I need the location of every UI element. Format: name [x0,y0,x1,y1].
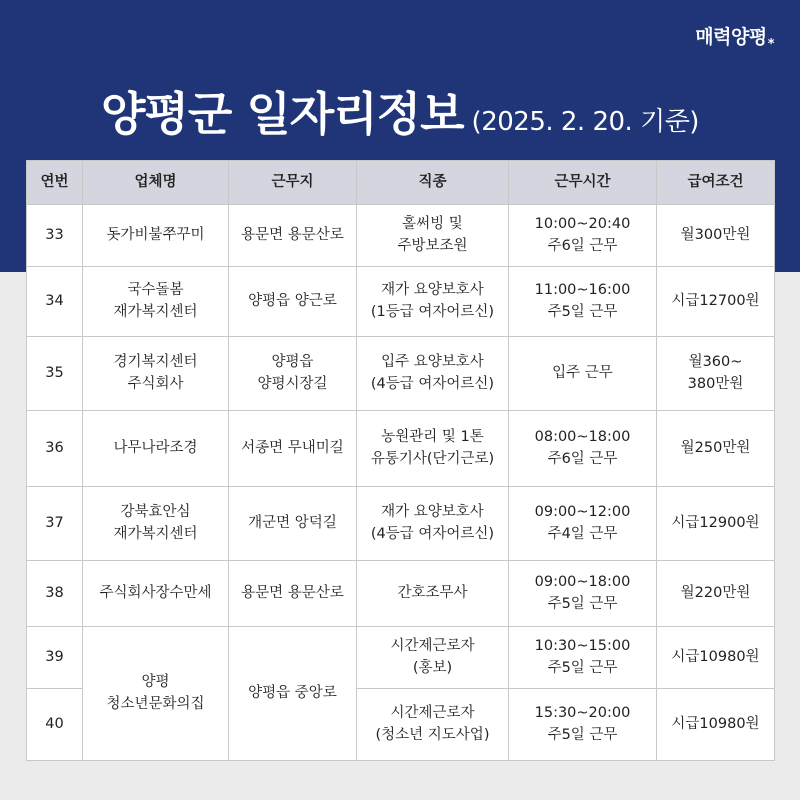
cell-location: 용문면 용문산로 [229,205,357,267]
cell-job: 간호조무사 [357,561,509,627]
cell-pay: 시급10980원 [657,627,775,689]
cell-location: 양평읍 양근로 [229,267,357,337]
cell-hours: 입주 근무 [509,337,657,411]
header-no: 연번 [27,161,83,205]
cell-job: 시간제근로자 (청소년 지도사업) [357,689,509,761]
cell-pay: 월360~ 380만원 [657,337,775,411]
job-table [26,160,775,761]
brand-logo [695,22,774,52]
cell-hours: 09:00~12:00 주4일 근무 [509,487,657,561]
cell-no: 39 [27,627,83,689]
table-row [27,267,775,337]
cell-job: 홀써빙 및 주방보조원 [357,205,509,267]
cell-pay: 시급12900원 [657,487,775,561]
cell-company: 강북효안심 재가복지센터 [83,487,229,561]
cell-hours: 10:30~15:00 주5일 근무 [509,627,657,689]
cell-pay: 월250만원 [657,411,775,487]
table-row [27,205,775,267]
header-hours: 근무시간 [509,161,657,205]
cell-job: 시간제근로자 (홍보) [357,627,509,689]
logo-text: 매력양평 [695,26,767,48]
cell-company: 주식회사장수만세 [83,561,229,627]
cell-company: 나무나라조경 [83,411,229,487]
cell-hours: 10:00~20:40 주6일 근무 [509,205,657,267]
cell-pay: 시급10980원 [657,689,775,761]
cell-no: 37 [27,487,83,561]
cell-hours: 09:00~18:00 주5일 근무 [509,561,657,627]
cell-no: 40 [27,689,83,761]
cell-no: 38 [27,561,83,627]
cell-company: 양평 청소년문화의집 [83,627,229,761]
job-table-card [26,160,774,760]
logo-star-icon: * [767,36,774,52]
table-header-row [27,161,775,205]
cell-location: 양평읍 중앙로 [229,627,357,761]
cell-job: 재가 요양보호사 (1등급 여자어르신) [357,267,509,337]
table-row [27,411,775,487]
cell-location: 용문면 용문산로 [229,561,357,627]
cell-pay: 월300만원 [657,205,775,267]
cell-pay: 시급12700원 [657,267,775,337]
cell-location: 서종면 무내미길 [229,411,357,487]
cell-company: 경기복지센터 주식회사 [83,337,229,411]
cell-company: 돗가비불쭈꾸미 [83,205,229,267]
cell-location: 개군면 앙덕길 [229,487,357,561]
table-row [27,627,775,689]
table-row [27,561,775,627]
cell-job: 재가 요양보호사 (4등급 여자어르신) [357,487,509,561]
title-main: 양평군 일자리정보 [101,87,464,141]
table-row [27,487,775,561]
page-title [0,78,800,144]
cell-no: 36 [27,411,83,487]
cell-job: 농원관리 및 1톤 유통기사(단기근로) [357,411,509,487]
cell-hours: 11:00~16:00 주5일 근무 [509,267,657,337]
header-company: 업체명 [83,161,229,205]
cell-hours: 15:30~20:00 주5일 근무 [509,689,657,761]
cell-no: 35 [27,337,83,411]
cell-hours: 08:00~18:00 주6일 근무 [509,411,657,487]
cell-location: 양평읍 양평시장길 [229,337,357,411]
cell-no: 33 [27,205,83,267]
header-job: 직종 [357,161,509,205]
cell-pay: 월220만원 [657,561,775,627]
title-date: (2025. 2. 20. 기준) [471,107,699,137]
header-location: 근무지 [229,161,357,205]
cell-job: 입주 요양보호사 (4등급 여자어르신) [357,337,509,411]
cell-company: 국수돌봄 재가복지센터 [83,267,229,337]
table-row [27,337,775,411]
header-pay: 급여조건 [657,161,775,205]
cell-no: 34 [27,267,83,337]
